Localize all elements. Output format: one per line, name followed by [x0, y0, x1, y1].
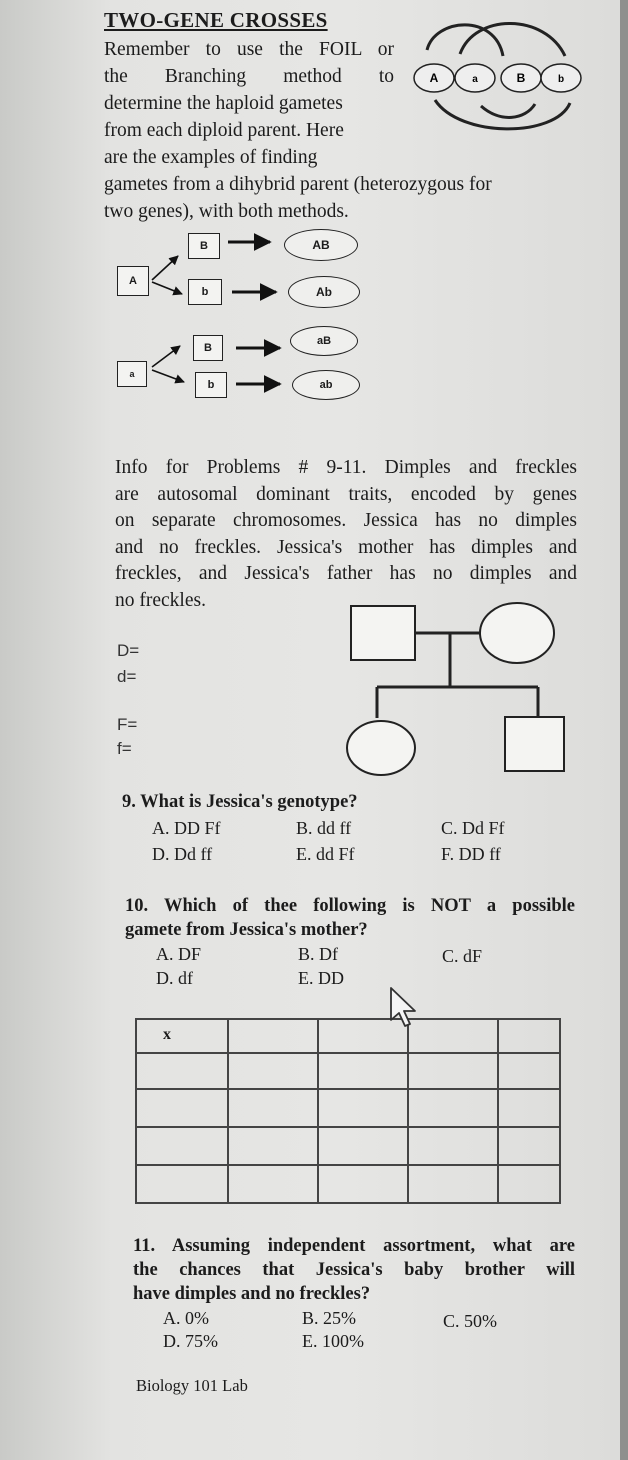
punnett-cell[interactable]: [408, 1053, 498, 1089]
intro-line: determine the haploid gametes: [104, 93, 343, 114]
question-11-line3: have dimples and no freckles?: [133, 1284, 371, 1304]
q11-option-d: D. 75%: [163, 1331, 218, 1351]
punnett-cell[interactable]: [136, 1127, 228, 1165]
question-10-line1: 10. Which of thee following is NOT a possible: [125, 896, 575, 916]
branch-allele-box: B: [188, 233, 220, 259]
brother-square: [505, 717, 564, 771]
footer-label: Biology 101 Lab: [136, 1376, 248, 1395]
punnett-cell[interactable]: [318, 1165, 408, 1203]
branch-arrow: [152, 256, 178, 280]
q9-option-a: A. DD Ff: [152, 818, 221, 838]
q10-option-c: C. dF: [442, 946, 483, 966]
father-square: [351, 606, 415, 660]
info-line: Info for Problems # 9-11. Dimples and freckles: [115, 457, 577, 478]
foil-last-arc: [435, 100, 570, 129]
branch-arrow: [152, 346, 180, 367]
intro-line: gametes from a dihybrid parent (heterozygous for: [104, 174, 492, 195]
foil-first-arc: [427, 25, 503, 56]
foil-letter: A: [429, 71, 439, 85]
punnett-cell[interactable]: [498, 1053, 560, 1089]
q10-option-a: A. DF: [156, 944, 202, 964]
punnett-square: [135, 1018, 561, 1204]
question-11-line2: the chances that Jessica's baby brother will: [133, 1260, 575, 1280]
punnett-cell[interactable]: [228, 1165, 318, 1203]
gamete-oval: AB: [284, 229, 358, 261]
info-line: are autosomal dominant traits, encoded by genes: [115, 483, 577, 505]
info-line: on separate chromosomes. Jessica has no dimples: [115, 510, 577, 531]
gamete-oval: ab: [292, 370, 360, 400]
jessica-circle: [347, 721, 415, 775]
punnett-cell[interactable]: [408, 1089, 498, 1127]
foil-letter: a: [472, 74, 478, 85]
punnett-cell[interactable]: [318, 1127, 408, 1165]
foil-letter: b: [557, 74, 565, 85]
branch-arrow: [152, 282, 182, 294]
info-line: no freckles.: [115, 589, 206, 611]
page-title: TWO-GENE CROSSES: [104, 8, 328, 32]
branch-allele-box: b: [195, 372, 227, 398]
punnett-cell[interactable]: [228, 1019, 318, 1053]
punnett-cell[interactable]: [498, 1165, 560, 1203]
mouse-cursor-icon: [388, 986, 422, 1030]
punnett-cell[interactable]: [318, 1089, 408, 1127]
foil-letter: B: [516, 71, 526, 85]
mother-circle: [480, 603, 554, 663]
punnett-cell[interactable]: [136, 1165, 228, 1203]
foil-diagram: [405, 8, 585, 148]
pedigree-chart: [340, 596, 570, 780]
punnett-cell[interactable]: [498, 1089, 560, 1127]
info-line: and no freckles. Jessica's mother has dimples and: [115, 536, 577, 558]
q10-option-e: E. DD: [298, 968, 344, 988]
branch-allele-box: B: [193, 335, 223, 361]
q10-option-b: B. Df: [298, 944, 338, 964]
q10-option-d: D. df: [156, 968, 193, 988]
gamete-oval: aB: [290, 326, 358, 356]
q9-option-b: B. dd ff: [296, 818, 352, 838]
parent-allele-box: a: [117, 361, 147, 387]
punnett-cell[interactable]: [228, 1089, 318, 1127]
intro-line: two genes), with both methods.: [104, 201, 349, 222]
punnett-cell[interactable]: [498, 1127, 560, 1165]
question-11-line1: 11. Assuming independent assortment, what are: [133, 1236, 575, 1256]
parent-allele-box: A: [117, 266, 149, 296]
question-9: 9. What is Jessica's genotype?: [122, 792, 358, 812]
q9-option-e: E. dd Ff: [296, 844, 355, 864]
info-paragraph: [115, 455, 577, 614]
punnett-cell[interactable]: [318, 1053, 408, 1089]
punnett-cell[interactable]: [228, 1053, 318, 1089]
intro-line: Remember to use the FOIL or: [104, 39, 394, 60]
punnett-cell[interactable]: [408, 1127, 498, 1165]
q11-option-a: A. 0%: [163, 1308, 209, 1328]
punnett-cell[interactable]: [408, 1165, 498, 1203]
q9-option-c: C. Dd Ff: [441, 818, 505, 838]
gamete-oval: Ab: [288, 276, 360, 308]
intro-line: the Branching method to: [104, 66, 394, 87]
foil-outer-arc: [460, 23, 565, 56]
punnett-cell[interactable]: [136, 1089, 228, 1127]
branch-allele-box: b: [188, 279, 222, 305]
allele-key-F: F=: [117, 715, 138, 734]
q9-option-d: D. Dd ff: [152, 844, 213, 864]
screen-bezel: [620, 0, 628, 1460]
q11-option-c: C. 50%: [443, 1311, 497, 1331]
punnett-cell[interactable]: [228, 1127, 318, 1165]
foil-inner-arc: [481, 104, 535, 117]
q9-option-f: F. DD ff: [441, 844, 501, 864]
punnett-corner: x: [136, 1019, 228, 1053]
branch-arrow: [152, 370, 184, 382]
intro-line: from each diploid parent. Here: [104, 120, 344, 141]
q11-option-b: B. 25%: [302, 1308, 356, 1328]
punnett-cell[interactable]: [136, 1053, 228, 1089]
intro-line: are the examples of finding: [104, 147, 318, 168]
q11-option-e: E. 100%: [302, 1331, 364, 1351]
allele-key-D: D=: [117, 641, 140, 660]
question-10-line2: gamete from Jessica's mother?: [125, 920, 368, 940]
punnett-cell[interactable]: [498, 1019, 560, 1053]
allele-key-f: f=: [117, 739, 132, 758]
info-line: freckles, and Jessica's father has no dimples and: [115, 563, 577, 584]
allele-key-d: d=: [117, 667, 137, 686]
